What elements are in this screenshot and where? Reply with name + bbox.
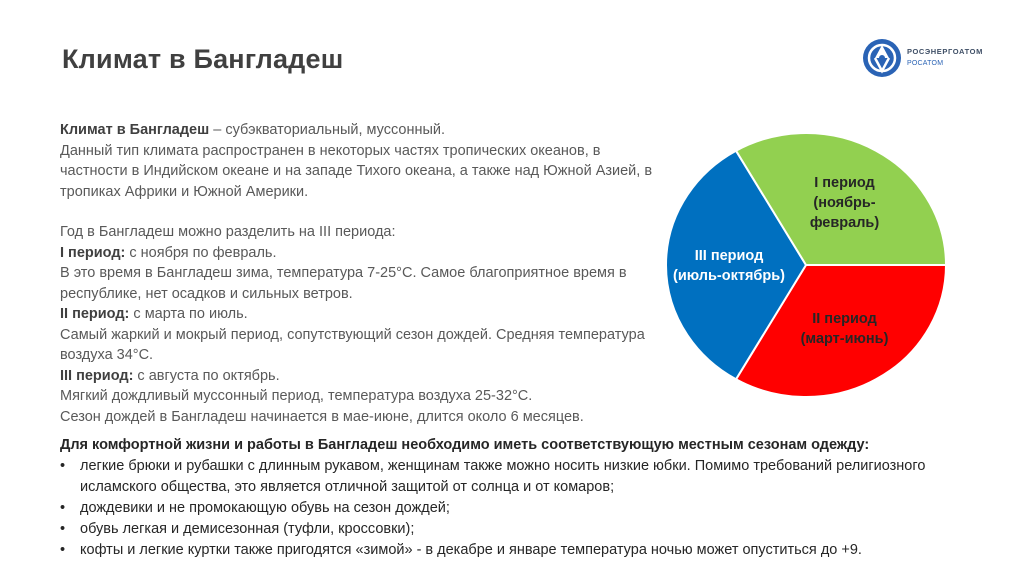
clothing-item-text: дождевики и не промокающую обувь на сезон дождей;: [80, 500, 450, 516]
periods-intro: Год в Бангладеш можно разделить на III периода:: [60, 224, 396, 240]
intro-lead: Климат в Бангладеш: [60, 122, 210, 138]
intro-lead-rest: – субэкваториальный, муссонный.: [209, 122, 446, 138]
intro-paragraph: [60, 120, 660, 141]
list-item: [60, 456, 960, 498]
bullet-icon: •: [60, 521, 66, 537]
atom-logo-icon: [862, 38, 902, 78]
period-3-label: III период:: [60, 367, 134, 384]
period-3-desc: Мягкий дождливый муссонный период, температура воздуха 25-32°С.: [60, 388, 533, 404]
period-2-label: II период:: [60, 306, 130, 322]
list-item: [60, 540, 960, 561]
period-3-range: с августа по октябрь.: [133, 367, 280, 384]
logo-line1: РОСЭНЕРГОАТОМ: [907, 47, 983, 56]
intro-desc: Данный тип климата распространен в некоторых частях тропических океанов, в частности в Индийском океане и на западе Тихого океана, а также над Южной Азией, в тропиках Африки и Южной Америки.: [60, 142, 653, 200]
clothing-section: [60, 435, 960, 561]
period-1-range: с ноября по февраль.: [125, 244, 277, 261]
rain-note: Сезон дождей в Бангладеш начинается в мае-июне, длится около 6 месяцев.: [60, 408, 584, 425]
pie-label-2: III период (июль-октябрь): [673, 248, 785, 284]
list-item: [60, 519, 960, 540]
clothing-item-text: обувь легкая и демисезонная (туфли, кроссовки);: [80, 521, 415, 537]
pie-label-3: I период (ноябрь-февраль): [809, 175, 880, 232]
period-1-heading: [60, 243, 660, 264]
period-3-heading: [60, 366, 660, 387]
period-1-label: I период:: [60, 244, 126, 261]
period-2-heading: [60, 304, 660, 325]
clothing-item-text: легкие брюки и рубашки с длинным рукавом, женщинам также можно носить низкие юбки. Помимо требований религиозного исламского общества, это является отличной защитой от солнца и от комаров;: [80, 458, 926, 495]
bullet-icon: •: [60, 500, 66, 516]
list-item: [60, 498, 960, 519]
logo-line2: РОСАТОМ: [907, 60, 944, 67]
clothing-lead: Для комфортной жизни и работы в Бангладеш необходимо иметь соответствующую местным сезонам одежду:: [60, 437, 870, 453]
clothing-list: [60, 456, 960, 561]
climate-description: [60, 120, 660, 427]
clothing-item-text: кофты и легкие куртки также пригодятся «зимой» - в декабре и январе температура ночью может опуститься до +9.: [80, 542, 862, 558]
page-title: Климат в Бангладеш: [62, 44, 344, 74]
pie-label-1: II период (март-июнь): [800, 310, 889, 347]
period-1-desc: В это время в Бангладеш зима, температура 7-25°С. Самое благоприятное время в республике, нет осадков и сильных ветров.: [60, 265, 627, 302]
bullet-icon: •: [60, 542, 66, 558]
climate-periods-pie-chart: [664, 131, 948, 399]
period-2-desc: Самый жаркий и мокрый период, сопутствующий сезон дождей. Средняя температура воздуха 34°С.: [60, 326, 645, 363]
period-2-range: с марта по июль.: [129, 306, 248, 322]
company-logo: [862, 38, 992, 80]
bullet-icon: •: [60, 458, 66, 474]
